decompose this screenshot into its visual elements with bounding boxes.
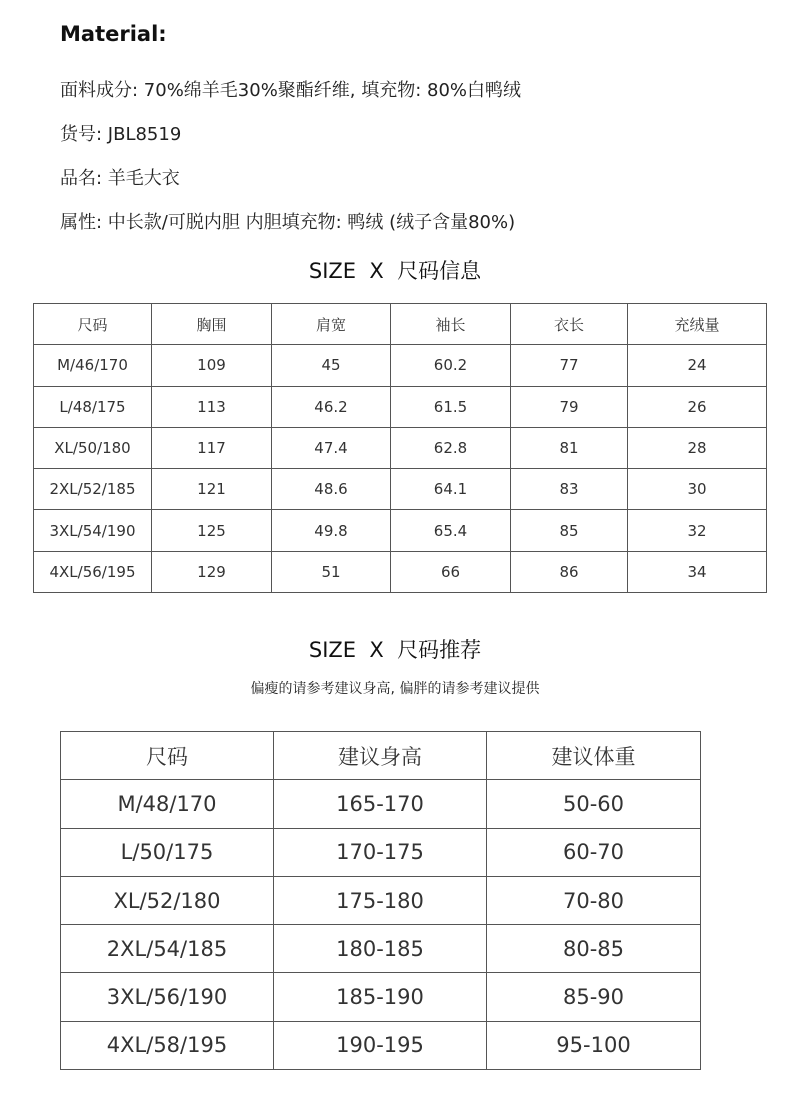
table-row	[34, 427, 767, 468]
table-cell: 45	[272, 345, 391, 386]
table-cell: 49.8	[272, 510, 391, 551]
table-cell: 85-90	[487, 973, 701, 1021]
size-info-title: SIZE X 尺码信息	[308, 259, 482, 283]
table-cell: 50-60	[487, 780, 701, 828]
table-cell: 170-175	[274, 828, 487, 876]
header-size: 尺码	[34, 304, 152, 345]
table-cell: L/50/175	[61, 828, 274, 876]
table-cell: 95-100	[487, 1021, 701, 1069]
table-cell: 80-85	[487, 925, 701, 973]
table-cell: M/48/170	[61, 780, 274, 828]
table-cell: 180-185	[274, 925, 487, 973]
table-cell: 47.4	[272, 427, 391, 468]
table-cell: 46.2	[272, 386, 391, 427]
table-cell: 60-70	[487, 828, 701, 876]
table-cell: 28	[628, 427, 767, 468]
table-cell: 113	[152, 386, 272, 427]
table-row	[61, 780, 701, 828]
size-info-table	[33, 303, 767, 593]
table-row	[61, 828, 701, 876]
table-row	[61, 925, 701, 973]
table-cell: 4XL/58/195	[61, 1021, 274, 1069]
table-cell: 65.4	[391, 510, 511, 551]
table-row	[61, 1021, 701, 1069]
table-cell: 77	[511, 345, 628, 386]
table-row	[34, 551, 767, 592]
table-row	[34, 469, 767, 510]
table-cell: 48.6	[272, 469, 391, 510]
table-cell: 129	[152, 551, 272, 592]
table-cell: 61.5	[391, 386, 511, 427]
table-cell: 165-170	[274, 780, 487, 828]
table-cell: 51	[272, 551, 391, 592]
table-cell: 62.8	[391, 427, 511, 468]
table-cell: 117	[152, 427, 272, 468]
table-cell: M/46/170	[34, 345, 152, 386]
header-height: 建议身高	[274, 732, 487, 780]
table-cell: 66	[391, 551, 511, 592]
table-row	[34, 345, 767, 386]
table-cell: 24	[628, 345, 767, 386]
table-row	[34, 510, 767, 551]
table-cell: 32	[628, 510, 767, 551]
table-cell: 60.2	[391, 345, 511, 386]
header-chest: 胸围	[152, 304, 272, 345]
table-cell: 175-180	[274, 876, 487, 924]
table-cell: 85	[511, 510, 628, 551]
table-header-row	[34, 304, 767, 345]
table-cell: 190-195	[274, 1021, 487, 1069]
header-length: 衣长	[511, 304, 628, 345]
table-row	[34, 386, 767, 427]
product-name: 品名: 羊毛大衣	[60, 168, 180, 189]
size-recommend-table	[60, 731, 701, 1070]
header-size: 尺码	[61, 732, 274, 780]
table-cell: 26	[628, 386, 767, 427]
header-weight: 建议体重	[487, 732, 701, 780]
table-cell: 81	[511, 427, 628, 468]
table-cell: 34	[628, 551, 767, 592]
table-cell: 3XL/56/190	[61, 973, 274, 1021]
table-cell: 2XL/54/185	[61, 925, 274, 973]
table-header-row	[61, 732, 701, 780]
material-heading: Material:	[60, 22, 167, 46]
table-cell: 185-190	[274, 973, 487, 1021]
table-cell: 121	[152, 469, 272, 510]
header-down-fill: 充绒量	[628, 304, 767, 345]
table-cell: 79	[511, 386, 628, 427]
table-row	[61, 973, 701, 1021]
table-cell: 125	[152, 510, 272, 551]
table-cell: 4XL/56/195	[34, 551, 152, 592]
fabric-composition: 面料成分: 70%绵羊毛30%聚酯纤维, 填充物: 80%白鸭绒	[60, 80, 522, 101]
product-attributes: 属性: 中长款/可脱内胆 内胆填充物: 鸭绒 (绒子含量80%)	[60, 212, 516, 233]
table-cell: 83	[511, 469, 628, 510]
header-sleeve: 袖长	[391, 304, 511, 345]
table-cell: 86	[511, 551, 628, 592]
header-shoulder: 肩宽	[272, 304, 391, 345]
size-recommend-note: 偏瘦的请参考建议身高, 偏胖的请参考建议提供	[250, 681, 540, 697]
table-cell: L/48/175	[34, 386, 152, 427]
item-number: 货号: JBL8519	[60, 124, 182, 145]
table-cell: 30	[628, 469, 767, 510]
table-cell: XL/50/180	[34, 427, 152, 468]
table-cell: XL/52/180	[61, 876, 274, 924]
table-cell: 70-80	[487, 876, 701, 924]
table-cell: 2XL/52/185	[34, 469, 152, 510]
table-cell: 3XL/54/190	[34, 510, 152, 551]
table-cell: 64.1	[391, 469, 511, 510]
table-cell: 109	[152, 345, 272, 386]
table-row	[61, 876, 701, 924]
size-recommend-title: SIZE X 尺码推荐	[308, 638, 482, 662]
